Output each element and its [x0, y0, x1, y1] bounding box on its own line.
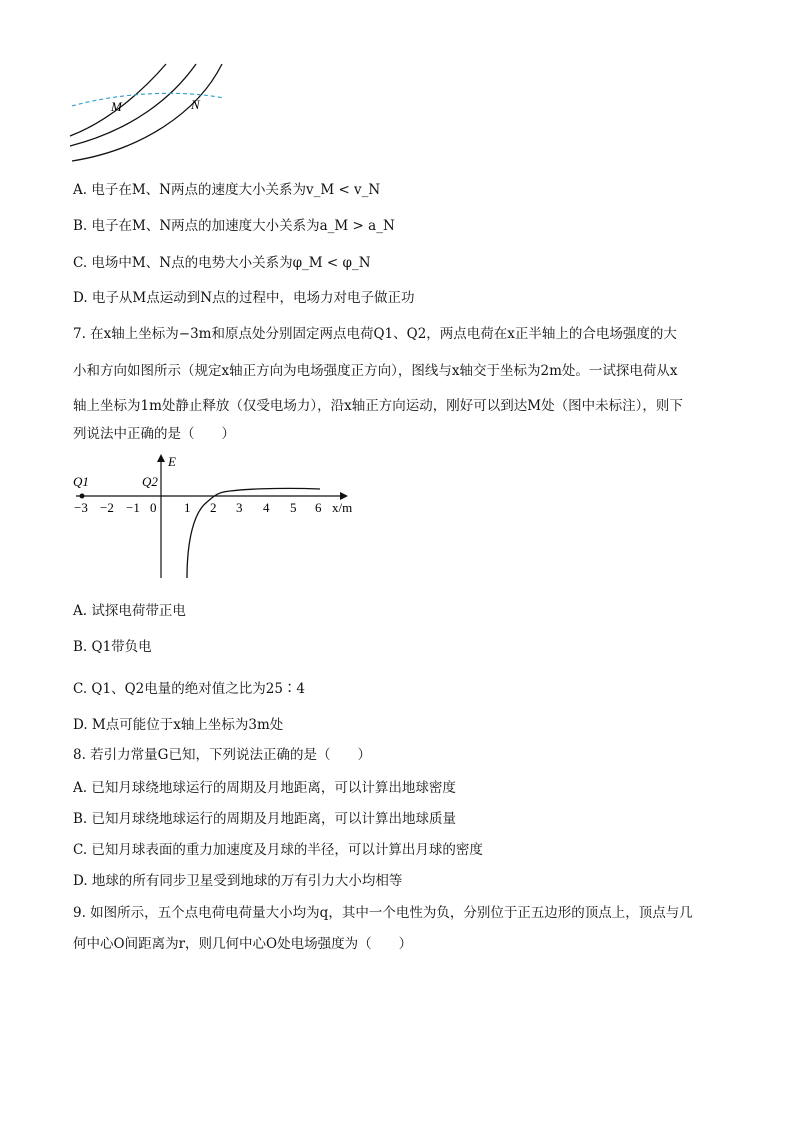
q9-stem-line2: 何中心O间距离为r，则几何中心O处电场强度为（ ）	[73, 936, 413, 952]
q8-option-a: A. 已知月球绕地球运行的周期及月地距离，可以计算出地球密度	[73, 780, 456, 796]
tick-label: 2	[210, 500, 217, 515]
q8-option-c: C. 已知月球表面的重力加速度及月球的半径，可以计算出月球的密度	[73, 842, 483, 858]
tick-label: 5	[290, 500, 297, 515]
q6-option-d: D. 电子从M点运动到N点的过程中，电场力对电子做正功	[73, 290, 415, 306]
q7-option-b: B. Q1带负电	[73, 639, 152, 655]
field-line-figure	[62, 62, 242, 162]
tick-label: 1	[184, 500, 191, 515]
y-axis-arrow	[157, 454, 165, 462]
q7-option-a: A. 试探电荷带正电	[73, 603, 186, 619]
charge-q2-label: Q2	[142, 474, 158, 489]
q6-option-b: B. 电子在M、N两点的加速度大小关系为a_M > a_N	[73, 218, 395, 234]
q7-stem-line2: 小和方向如图所示（规定x轴正方向为电场强度正方向），图线与x轴交于坐标为2m处。一试探电荷从x	[73, 363, 678, 379]
q9-stem-line1: 9. 如图所示，五个点电荷电荷量大小均为q，其中一个电性为负，分别位于正五边形的顶点上，顶点与几	[73, 905, 693, 921]
q7-stem-line3: 轴上坐标为1m处静止释放（仅受电场力），沿x轴正方向运动，刚好可以到达M处（图中未标注），则下	[73, 398, 683, 414]
q7-option-c: C. Q1、Q2电量的绝对值之比为25∶4	[73, 681, 306, 697]
charge-q1-dot	[80, 494, 85, 499]
q8-stem: 8. 若引力常量G已知，下列说法正确的是（ ）	[73, 747, 371, 763]
label-m: M	[111, 99, 122, 114]
tick-label: −1	[126, 500, 140, 515]
q7-option-d: D. M点可能位于x轴上坐标为3m处	[73, 717, 284, 733]
tick-label: 3	[236, 500, 243, 515]
label-n: N	[191, 97, 200, 112]
q6-option-c: C. 电场中M、N点的电势大小关系为φ_M < φ_N	[73, 255, 371, 271]
e-x-graph	[70, 450, 370, 585]
x-axis-label: x/m	[332, 500, 353, 515]
q8-option-d: D. 地球的所有同步卫星受到地球的万有引力大小均相等	[73, 873, 403, 889]
e-curve	[187, 488, 320, 578]
charge-q1-label: Q1	[73, 474, 89, 489]
y-axis-label: E	[168, 454, 176, 469]
q6-option-a: A. 电子在M、N两点的速度大小关系为v_M < v_N	[73, 182, 381, 198]
tick-label: −2	[100, 500, 114, 515]
x-axis-arrow	[340, 492, 348, 500]
field-line-2	[70, 64, 196, 146]
tick-label: −3	[74, 500, 88, 515]
tick-label: 4	[263, 500, 270, 515]
q8-option-b: B. 已知月球绕地球运行的周期及月地距离，可以计算出地球质量	[73, 811, 457, 827]
tick-label: 0	[150, 500, 157, 515]
q7-stem-line4: 列说法中正确的是（ ）	[73, 426, 235, 442]
q7-stem-line1: 7. 在x轴上坐标为−3m和原点处分别固定两点电荷Q1、Q2，两点电荷在x正半轴上的合电场强度的大	[73, 326, 677, 342]
tick-label: 6	[315, 500, 322, 515]
